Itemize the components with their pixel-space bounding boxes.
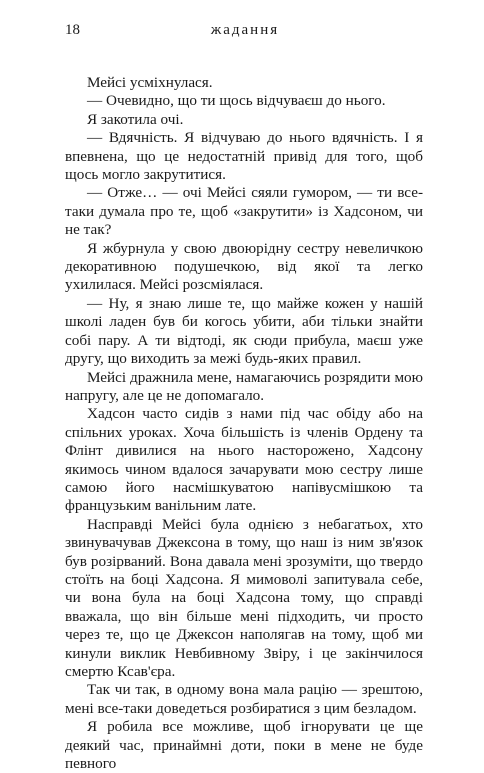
paragraph: Так чи так, в одному вона мала рацію — зрештою, мені все-таки доведеться розбиратися з цим безладом. xyxy=(65,681,423,717)
paragraph: — Очевидно, що ти щось відчуваєш до нього. xyxy=(87,92,386,110)
paragraph: Насправді Мейсі була однією з небагатьох, хто звинувачував Джексона в тому, що наш із ним зв'язок був розірваний. Вона давала мені зрозуміти, що твердо стоїть на боці Хадсона. Я мимоволі запитувала себе, чи вона була на боці Хадсона тому, що справді вважала, що він більше мені підходить, чи просто через те, що це Джексон наполягав на тому, щоб ми кинули виклик Невбивному Звіру, і це закінчилося смертю Ксав'єра. xyxy=(65,515,423,680)
paragraph: Мейсі усміхнулася. xyxy=(87,74,213,91)
paragraph: — Вдячність. Я відчуваю до нього вдячність. І я впевнена, що це недостатній привід для того, щоб щось могло закрутитися. xyxy=(65,129,423,184)
text-body xyxy=(65,74,423,773)
paragraph: Мейсі дражнила мене, намагаючись розрядити мою напругу, але це не допомагало. xyxy=(65,368,423,404)
page-header xyxy=(65,22,425,42)
paragraph: Я жбурнула у свою двоюрідну сестру невеличкою декоративною подушечкою, від якої та легко ухилилася. Мейсі розсміялася. xyxy=(65,239,423,294)
paragraph: Я робила все можливе, щоб ігнорувати це ще деякий час, принаймні доти, поки в мене не буде певного xyxy=(65,718,423,773)
paragraph: Я закотила очі. xyxy=(87,110,184,128)
paragraph: — Ну, я знаю лише те, що майже кожен у нашій школі ладен був би когось убити, аби тільки знайти собі пару. А ти відтоді, як сюди прибула, маєш уже другу, що виходить за межі будь-яких правил. xyxy=(65,294,423,368)
paragraph: — Отже… — очі Мейсі сяяли гумором, — ти все-таки думала про те, щоб «закрутити» із Хадсоном, чи не так? xyxy=(65,184,423,239)
running-title: жадання xyxy=(210,22,280,38)
page-number: 18 xyxy=(65,22,80,38)
paragraph: Хадсон часто сидів з нами під час обіду або на спільних уроках. Хоча більшість із членів Ордену та Флінт дивилися на нього насторожено, Хадсону якимось чином вдалося зачарувати мою сестру лише самою його насмішкуватою напівусмішкою та французьким ванільним лате. xyxy=(65,405,423,515)
